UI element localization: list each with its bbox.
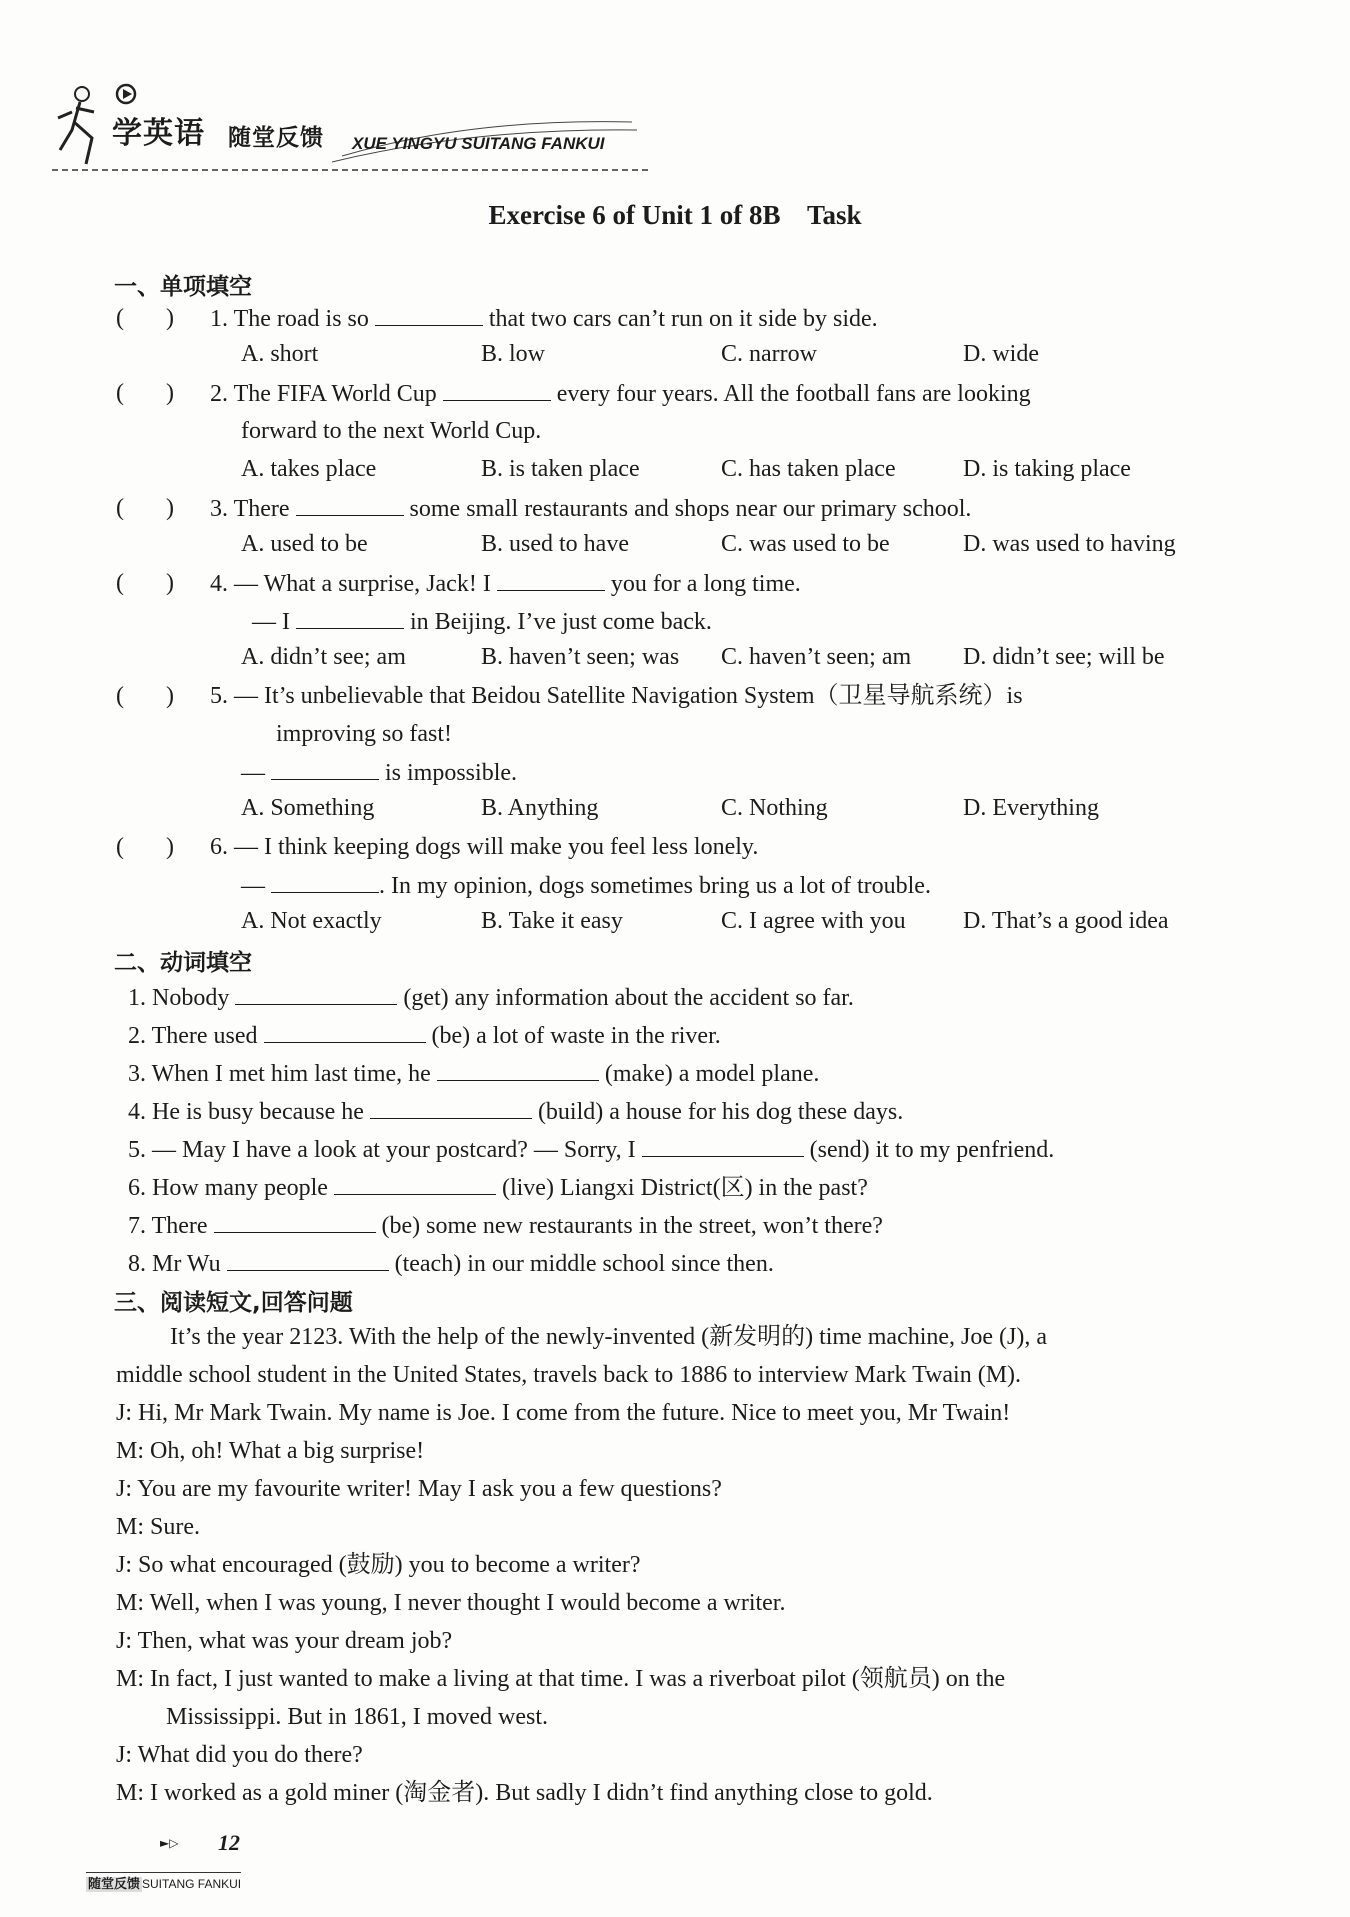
question-5: 5. — It’s unbelievable that Beidou Satellite Navigation System（卫星导航系统）is (210, 683, 1023, 709)
answer-bracket[interactable]: ( ) (116, 305, 174, 331)
passage-line: middle school student in the United States, travels back to 1886 to interview Mark Twain (M). (116, 1362, 1022, 1388)
answer-bracket[interactable]: ( ) (116, 570, 174, 596)
blank[interactable] (497, 568, 605, 591)
option-c[interactable]: C. has taken place (721, 456, 896, 482)
dialogue-line: M: Well, when I was young, I never thought I would become a writer. (116, 1590, 786, 1616)
option-d[interactable]: D. was used to having (963, 531, 1176, 557)
section-3-heading: 三、阅读短文,回答问题 (114, 1290, 353, 1316)
verb-item-5: 5. — May I have a look at your postcard? — Sorry, I (send) it to my penfriend. (128, 1134, 1054, 1165)
dialogue-line: J: Hi, Mr Mark Twain. My name is Joe. I come from the future. Nice to meet you, Mr Twain! (116, 1400, 1011, 1426)
blank[interactable] (296, 606, 404, 629)
footer-logo-en: SUITANG FANKUI (142, 1877, 242, 1891)
blank[interactable] (443, 378, 551, 401)
option-b[interactable]: B. Anything (481, 795, 599, 821)
dialogue-line: M: I worked as a gold miner (淘金者). But sadly I didn’t find anything close to gold. (116, 1780, 933, 1806)
blank[interactable] (370, 1096, 532, 1119)
question-4-reply: — I in Beijing. I’ve just come back. (252, 606, 712, 637)
option-b[interactable]: B. is taken place (481, 456, 640, 482)
dialogue-line: Mississippi. But in 1861, I moved west. (166, 1704, 549, 1730)
dialogue-line: M: Sure. (116, 1514, 200, 1540)
option-a[interactable]: A. short (241, 341, 319, 367)
option-a[interactable]: A. Not exactly (241, 908, 382, 934)
question-3: 3. There some small restaurants and shops near our primary school. (210, 493, 971, 524)
question-2-cont: forward to the next World Cup. (241, 418, 542, 444)
footer-logo-cn: 随堂反馈 (88, 1877, 141, 1892)
section-1-heading: 一、单项填空 (114, 274, 252, 300)
option-c[interactable]: C. narrow (721, 341, 817, 367)
header-logo (52, 78, 652, 178)
answer-bracket[interactable]: ( ) (116, 495, 174, 521)
question-1: 1. The road is so that two cars can’t run on it side by side. (210, 303, 878, 334)
verb-item-3: 3. When I met him last time, he (make) a model plane. (128, 1058, 819, 1089)
blank[interactable] (375, 303, 483, 326)
dialogue-line: J: So what encouraged (鼓励) you to become a writer? (116, 1552, 641, 1578)
option-b[interactable]: B. low (481, 341, 546, 367)
blank[interactable] (264, 1020, 426, 1043)
page-title: Exercise 6 of Unit 1 of 8B Task (488, 200, 862, 230)
answer-bracket[interactable]: ( ) (116, 683, 174, 709)
blank[interactable] (214, 1210, 376, 1233)
option-b[interactable]: B. haven’t seen; was (481, 644, 680, 670)
question-6-reply: — . In my opinion, dogs sometimes bring us a lot of trouble. (241, 870, 931, 901)
blank[interactable] (334, 1172, 496, 1195)
question-4: 4. — What a surprise, Jack! I you for a long time. (210, 568, 801, 599)
dialogue-line: M: In fact, I just wanted to make a living at that time. I was a riverboat pilot (领航员) on the (116, 1666, 1006, 1692)
page-number: 12 (218, 1830, 240, 1855)
option-c[interactable]: C. was used to be (721, 531, 890, 557)
header-logo-cn: 学英语 (112, 116, 205, 151)
option-d[interactable]: D. wide (963, 341, 1039, 367)
header-logo-cn-sub: 随堂反馈 (228, 125, 324, 151)
footer-logo (86, 1872, 241, 1892)
option-b[interactable]: B. used to have (481, 531, 629, 557)
answer-bracket[interactable]: ( ) (116, 834, 174, 860)
blank[interactable] (271, 870, 379, 893)
blank[interactable] (437, 1058, 599, 1081)
option-d[interactable]: D. is taking place (963, 456, 1131, 482)
dialogue-line: M: Oh, oh! What a big surprise! (116, 1438, 425, 1464)
header-logo-en: XUE YINGYU SUITANG FANKUI (352, 134, 605, 153)
question-5-cont: improving so fast! (276, 721, 452, 747)
blank[interactable] (235, 982, 397, 1005)
question-2: 2. The FIFA World Cup every four years. All the football fans are looking (210, 378, 1031, 409)
verb-item-1: 1. Nobody (get) any information about the accident so far. (128, 982, 854, 1013)
option-a[interactable]: A. Something (241, 795, 375, 821)
option-c[interactable]: C. Nothing (721, 795, 828, 821)
option-d[interactable]: D. Everything (963, 795, 1099, 821)
arrow-icon: ►▷ (160, 1836, 179, 1850)
option-d[interactable]: D. didn’t see; will be (963, 644, 1165, 670)
question-6: 6. — I think keeping dogs will make you feel less lonely. (210, 834, 759, 860)
passage-line: It’s the year 2123. With the help of the newly-invented (新发明的) time machine, Joe (J), a (170, 1324, 1048, 1350)
option-c[interactable]: C. haven’t seen; am (721, 644, 912, 670)
question-5-reply: — is impossible. (241, 757, 517, 788)
dialogue-line: J: Then, what was your dream job? (116, 1628, 453, 1654)
verb-item-8: 8. Mr Wu (teach) in our middle school since then. (128, 1248, 774, 1279)
blank[interactable] (296, 493, 404, 516)
dialogue-line: J: What did you do there? (116, 1742, 363, 1768)
verb-item-6: 6. How many people (live) Liangxi District(区) in the past? (128, 1172, 868, 1203)
section-2-heading: 二、动词填空 (114, 950, 252, 976)
answer-bracket[interactable]: ( ) (116, 380, 174, 406)
option-d[interactable]: D. That’s a good idea (963, 908, 1169, 934)
dialogue-line: J: You are my favourite writer! May I ask you a few questions? (116, 1476, 722, 1502)
blank[interactable] (642, 1134, 804, 1157)
verb-item-2: 2. There used (be) a lot of waste in the river. (128, 1020, 721, 1051)
verb-item-7: 7. There (be) some new restaurants in the street, won’t there? (128, 1210, 883, 1241)
option-a[interactable]: A. didn’t see; am (241, 644, 406, 670)
option-b[interactable]: B. Take it easy (481, 908, 623, 934)
blank[interactable] (227, 1248, 389, 1271)
option-a[interactable]: A. used to be (241, 531, 368, 557)
verb-item-4: 4. He is busy because he (build) a house for his dog these days. (128, 1096, 903, 1127)
option-a[interactable]: A. takes place (241, 456, 377, 482)
option-c[interactable]: C. I agree with you (721, 908, 906, 934)
blank[interactable] (271, 757, 379, 780)
